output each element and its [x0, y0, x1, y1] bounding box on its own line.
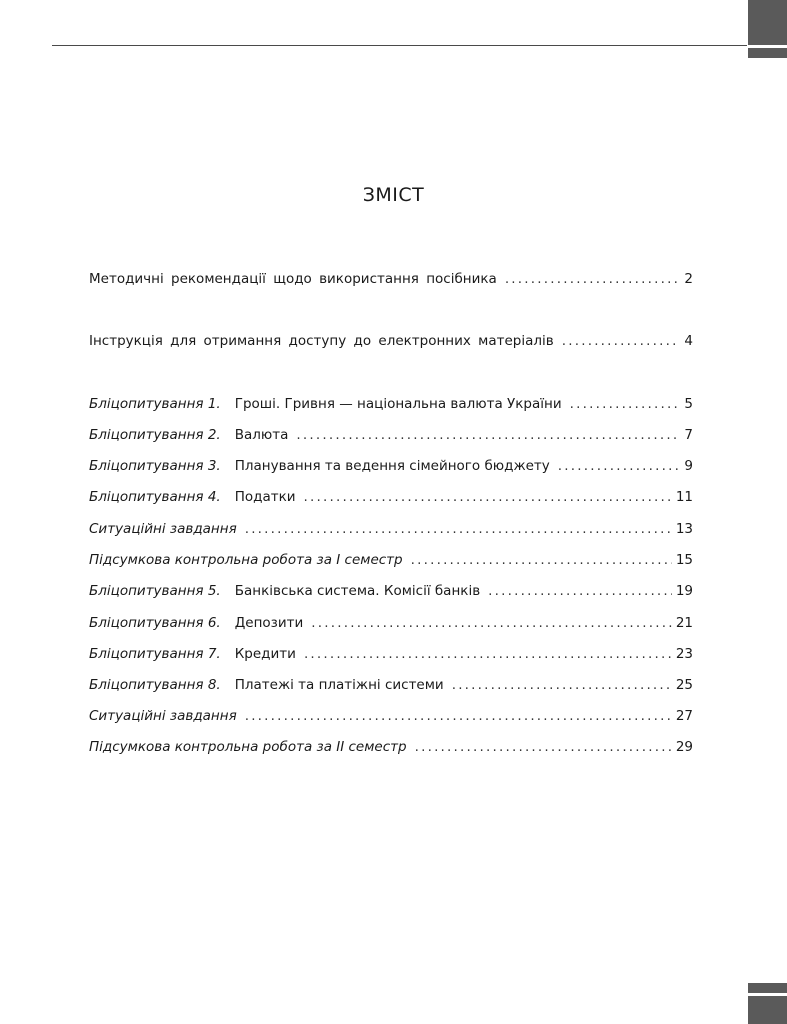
toc-entry[interactable]: [89, 520, 693, 538]
toc-entry-label: Бліцопитування 5.: [89, 583, 221, 599]
toc-entry-label: Підсумкова контрольна робота за ІІ семестр: [89, 739, 407, 755]
tab-block: [748, 0, 787, 45]
toc-entry[interactable]: [89, 395, 693, 413]
toc-entry-label: Бліцопитування 6.: [89, 615, 221, 631]
toc-entry-title: Банківська система. Комісії банків: [234, 583, 481, 599]
tab-strip: [748, 48, 787, 58]
toc-leader-dots: [245, 520, 672, 538]
toc-page-number: 19: [675, 583, 693, 599]
toc-entry[interactable]: [89, 551, 693, 569]
toc-entry[interactable]: [89, 457, 693, 475]
toc-entry-title: Планування та ведення сімейного бюджету: [234, 458, 550, 474]
toc-entry-label: Бліцопитування 7.: [89, 646, 221, 662]
toc-leader-dots: [562, 332, 681, 350]
toc-entry-title: Депозити: [234, 615, 304, 631]
toc-entry-label: Підсумкова контрольна робота за І семестр: [89, 552, 403, 568]
page-title: ЗМІСТ: [362, 184, 425, 206]
toc-entry[interactable]: [89, 270, 693, 288]
toc-page-number: 7: [684, 427, 693, 443]
toc-entry-title: Інструкція для отримання доступу до електронних матеріалів: [89, 333, 554, 349]
toc-leader-dots: [558, 457, 681, 475]
toc-entry[interactable]: [89, 676, 693, 694]
tab-block: [748, 996, 787, 1024]
toc-leader-dots: [505, 270, 681, 288]
toc-leader-dots: [570, 395, 681, 413]
toc-entry-title: Методичні рекомендації щодо використання посібника: [89, 271, 497, 287]
toc-entry-label: Ситуаційні завдання: [89, 708, 237, 724]
toc-page-number: 29: [675, 739, 693, 755]
toc-page-number: 21: [675, 615, 693, 631]
toc-leader-dots: [245, 707, 672, 725]
toc-page-number: 2: [684, 271, 693, 287]
toc-entry[interactable]: [89, 707, 693, 725]
toc-entry-title: Валюта: [234, 427, 289, 443]
toc-entry-title: Гроші. Гривня — національна валюта України: [234, 396, 562, 412]
page-edge-tab-bottom: [748, 983, 787, 1024]
toc-page-number: 15: [675, 552, 693, 568]
toc-entry[interactable]: [89, 582, 693, 600]
toc-entry-title: Податки: [234, 489, 296, 505]
toc-page-number: 4: [684, 333, 693, 349]
tab-strip: [748, 983, 787, 993]
toc-entry[interactable]: [89, 614, 693, 632]
toc-leader-dots: [452, 676, 672, 694]
toc-entry[interactable]: [89, 332, 693, 350]
toc-page-number: 9: [684, 458, 693, 474]
page-edge-tab-top: [748, 0, 787, 58]
toc-page-number: 27: [675, 708, 693, 724]
toc-leader-dots: [411, 551, 672, 569]
toc-leader-dots: [304, 488, 672, 506]
toc-entry-title: Кредити: [234, 646, 296, 662]
toc-entry-title: Платежі та платіжні системи: [234, 677, 444, 693]
toc-leader-dots: [311, 614, 672, 632]
toc-page-number: 11: [675, 489, 693, 505]
header-rule: [52, 45, 747, 46]
toc-leader-dots: [488, 582, 672, 600]
toc-entry[interactable]: [89, 488, 693, 506]
toc-entry[interactable]: [89, 738, 693, 756]
toc-entry-label: Бліцопитування 8.: [89, 677, 221, 693]
toc-page-number: 13: [675, 521, 693, 537]
toc-entry-label: Бліцопитування 3.: [89, 458, 221, 474]
toc-page-number: 25: [675, 677, 693, 693]
toc-leader-dots: [296, 426, 680, 444]
toc-leader-dots: [304, 645, 672, 663]
toc-entry[interactable]: [89, 645, 693, 663]
toc-entry-label: Бліцопитування 1.: [89, 396, 221, 412]
toc-entry[interactable]: [89, 426, 693, 444]
toc-entry-label: Бліцопитування 4.: [89, 489, 221, 505]
toc-page-number: 5: [684, 396, 693, 412]
toc-page-number: 23: [675, 646, 693, 662]
toc-entry-label: Бліцопитування 2.: [89, 427, 221, 443]
toc-entry-label: Ситуаційні завдання: [89, 521, 237, 537]
toc-leader-dots: [415, 738, 672, 756]
